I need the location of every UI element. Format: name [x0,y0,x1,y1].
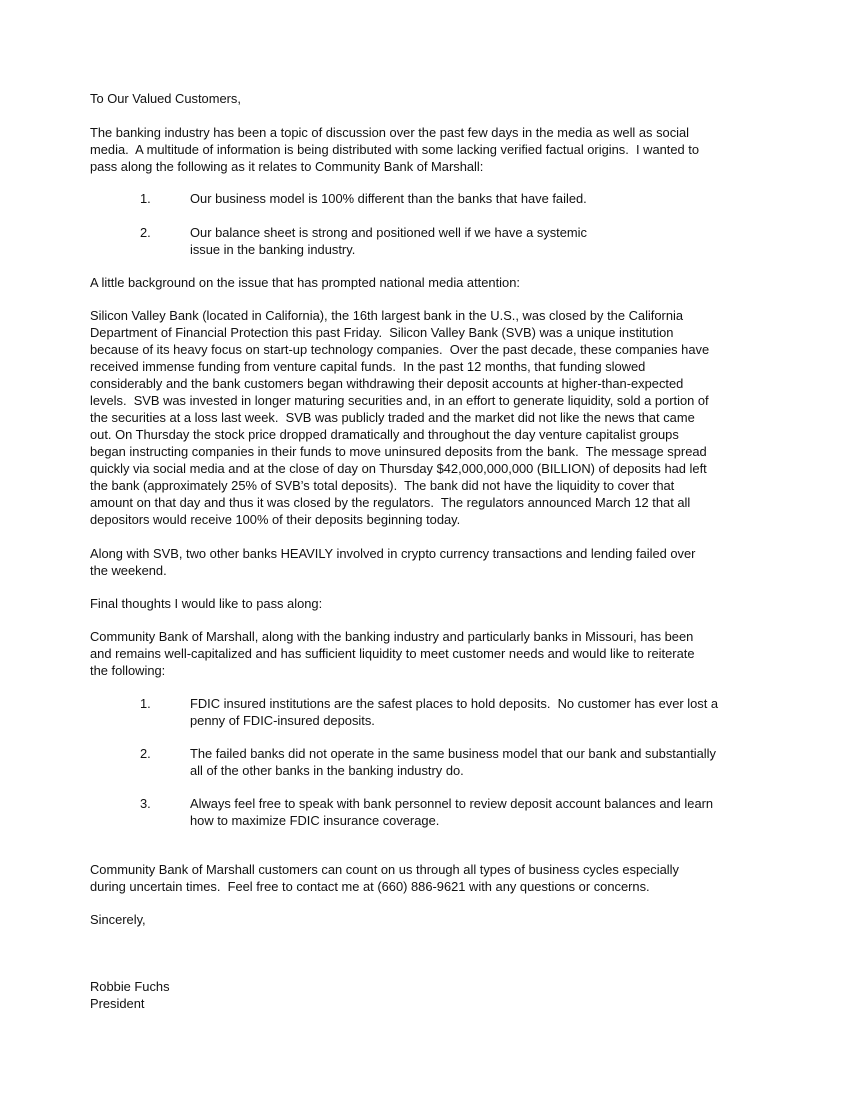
svb-paragraph-line: amount on that day and thus it was closed by the regulators. The regulators announced March 12 that all [90,495,691,510]
list-number: 1. [140,696,151,711]
intro-line: The banking industry has been a topic of discussion over the past few days in the media as well as social [90,125,690,140]
reiterate-line: and remains well-capitalized and has sufficient liquidity to meet customer needs and would like to reiterate [90,646,695,661]
list-number: 3. [140,796,151,811]
svb-paragraph-line: began instructing companies in their funds to move uninsured deposits from the bank. The message spread [90,444,707,459]
signer-name: Robbie Fuchs [90,979,170,994]
list-item-text: Our business model is 100% different than the banks that have failed. [190,191,587,206]
list-item-text: The failed banks did not operate in the same business model that our bank and substantially [190,746,716,761]
list-item-text: Always feel free to speak with bank personnel to review deposit account balances and learn [190,796,714,811]
list-number: 2. [140,225,151,240]
greeting: To Our Valued Customers, [90,91,241,106]
svb-paragraph-line: considerably and the bank customers began withdrawing their deposit accounts at higher-than-expected [90,376,684,391]
reiterate-line: the following: [90,663,166,678]
list-item-text: Our balance sheet is strong and positioned well if we have a systemic [190,225,587,240]
signer-title: President [90,996,145,1011]
closing-paragraph-line: Community Bank of Marshall customers can count on us through all types of business cycles especially [90,862,679,877]
intro-line: pass along the following as it relates to Community Bank of Marshall: [90,159,484,174]
svb-paragraph-line: Department of Financial Protection this past Friday. Silicon Valley Bank (SVB) was a unique institution [90,325,674,340]
final-thoughts: Final thoughts I would like to pass along: [90,596,323,611]
svb-paragraph-line: levels. SVB was invested in longer maturing securities and, in an effort to generate liquidity, sold a portion of [90,393,709,408]
other-banks-line: Along with SVB, two other banks HEAVILY involved in crypto currency transactions and lending failed over [90,546,696,561]
svb-paragraph-line: depositors would receive 100% of their deposits beginning today. [90,512,461,527]
closing-paragraph-line: during uncertain times. Feel free to contact me at (660) 886-9621 with any questions or concerns. [90,879,650,894]
svb-paragraph-line: out. On Thursday the stock price dropped dramatically and throughout the day venture capitalist groups [90,427,679,442]
list-number: 1. [140,191,151,206]
intro-line: media. A multitude of information is being distributed with some lacking verified factual origins. I wanted to [90,142,700,157]
list-item-text: penny of FDIC-insured deposits. [190,713,375,728]
background-intro: A little background on the issue that has prompted national media attention: [90,275,520,290]
list-item-text: how to maximize FDIC insurance coverage. [190,813,440,828]
list-item-text: FDIC insured institutions are the safest places to hold deposits. No customer has ever lost a [190,696,719,711]
list-item-text: issue in the banking industry. [190,242,356,257]
svb-paragraph-line: the securities at a loss last week. SVB was publicly traded and the market did not like the news that came [90,410,695,425]
other-banks-line: the weekend. [90,563,167,578]
svb-paragraph-line: because of its heavy focus on start-up technology companies. Over the past decade, these companies have [90,342,710,357]
list-item-text: all of the other banks in the banking industry do. [190,763,464,778]
list-number: 2. [140,746,151,761]
svb-paragraph-line: Silicon Valley Bank (located in California), the 16th largest bank in the U.S., was closed by the California [90,308,684,323]
signoff: Sincerely, [90,912,146,927]
svb-paragraph-line: the bank (approximately 25% of SVB’s total deposits). The bank did not have the liquidity to cover that [90,478,675,493]
svb-paragraph-line: received immense funding from venture capital funds. In the past 12 months, that funding slowed [90,359,646,374]
reiterate-line: Community Bank of Marshall, along with the banking industry and particularly banks in Missouri, has been [90,629,694,644]
svb-paragraph-line: quickly via social media and at the close of day on Thursday $42,000,000,000 (BILLION) of deposits had left [90,461,707,476]
